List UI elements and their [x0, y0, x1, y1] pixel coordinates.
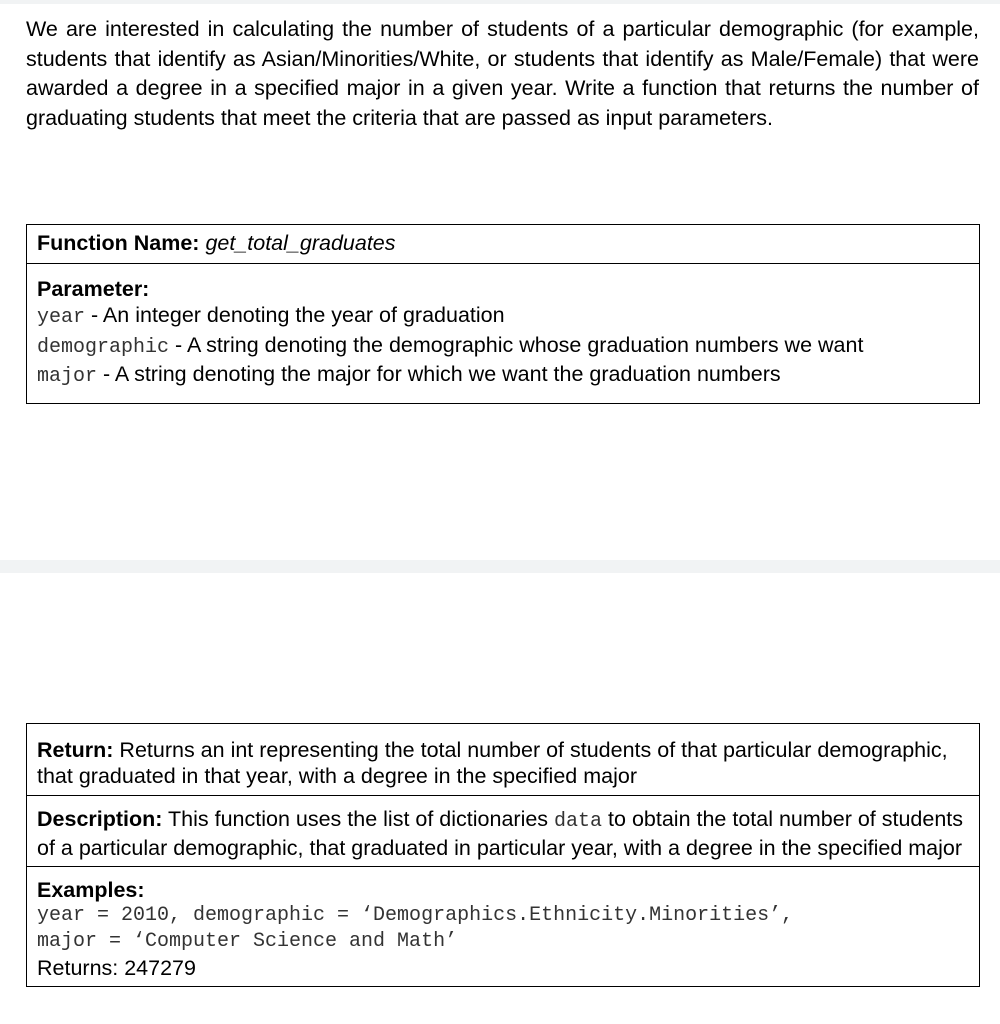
return-label: Return:: [37, 738, 114, 762]
return-text: Returns an int representing the total number of students of that particular demographic, that graduated in that year, with a degree in the specified major: [37, 738, 948, 788]
function-details-table: [26, 723, 980, 987]
param-name: major: [37, 365, 98, 388]
param-name: year: [37, 306, 86, 329]
example-returns: Returns: 247279: [37, 956, 196, 980]
description-row: [27, 795, 979, 866]
param-desc: - A string denoting the demographic whose graduation numbers we want: [169, 332, 864, 357]
intro-paragraph: We are interested in calculating the number of students of a particular demographic (for example, students that identify as Asian/Minorities/White, or students that identify as Male/Female) that were awarded a degree in a specified major in a given year. Write a function that returns the number of graduating students that meet the criteria that are passed as input parameters.: [26, 17, 979, 130]
param-name: demographic: [37, 335, 170, 359]
function-name-value: get_total_graduates: [205, 231, 396, 255]
function-name-row: [27, 225, 979, 263]
examples-row: [27, 866, 979, 986]
parameters-row: [27, 263, 979, 403]
description-label: Description:: [37, 807, 163, 831]
description-text-1: This function uses the list of dictionaries: [168, 807, 549, 831]
param-desc: - An integer denoting the year of graduation: [85, 303, 505, 327]
example-line-2: major = ‘Computer Science and Math’: [37, 930, 458, 953]
function-spec-table: [26, 224, 980, 404]
example-line-1: year = 2010, demographic = ‘Demographics.Ethnicity.Minorities’,: [37, 904, 794, 927]
parameters-label: Parameter:: [37, 277, 150, 301]
return-row: [27, 724, 979, 795]
description-text-2: to obtain the total number of students of a particular demographic, that graduated in particular year, with a degree in the specified major: [37, 807, 964, 860]
param-demographic: [37, 332, 969, 362]
function-name-label: Function Name:: [37, 231, 200, 255]
examples-label: Examples:: [37, 878, 145, 902]
document-page-2: [0, 573, 1000, 1024]
param-year: [37, 302, 969, 332]
param-desc: - A string denoting the major for which we want the graduation numbers: [97, 362, 781, 386]
param-major: [37, 361, 969, 391]
document-page-1: [0, 4, 1000, 560]
description-code: data: [554, 810, 603, 833]
